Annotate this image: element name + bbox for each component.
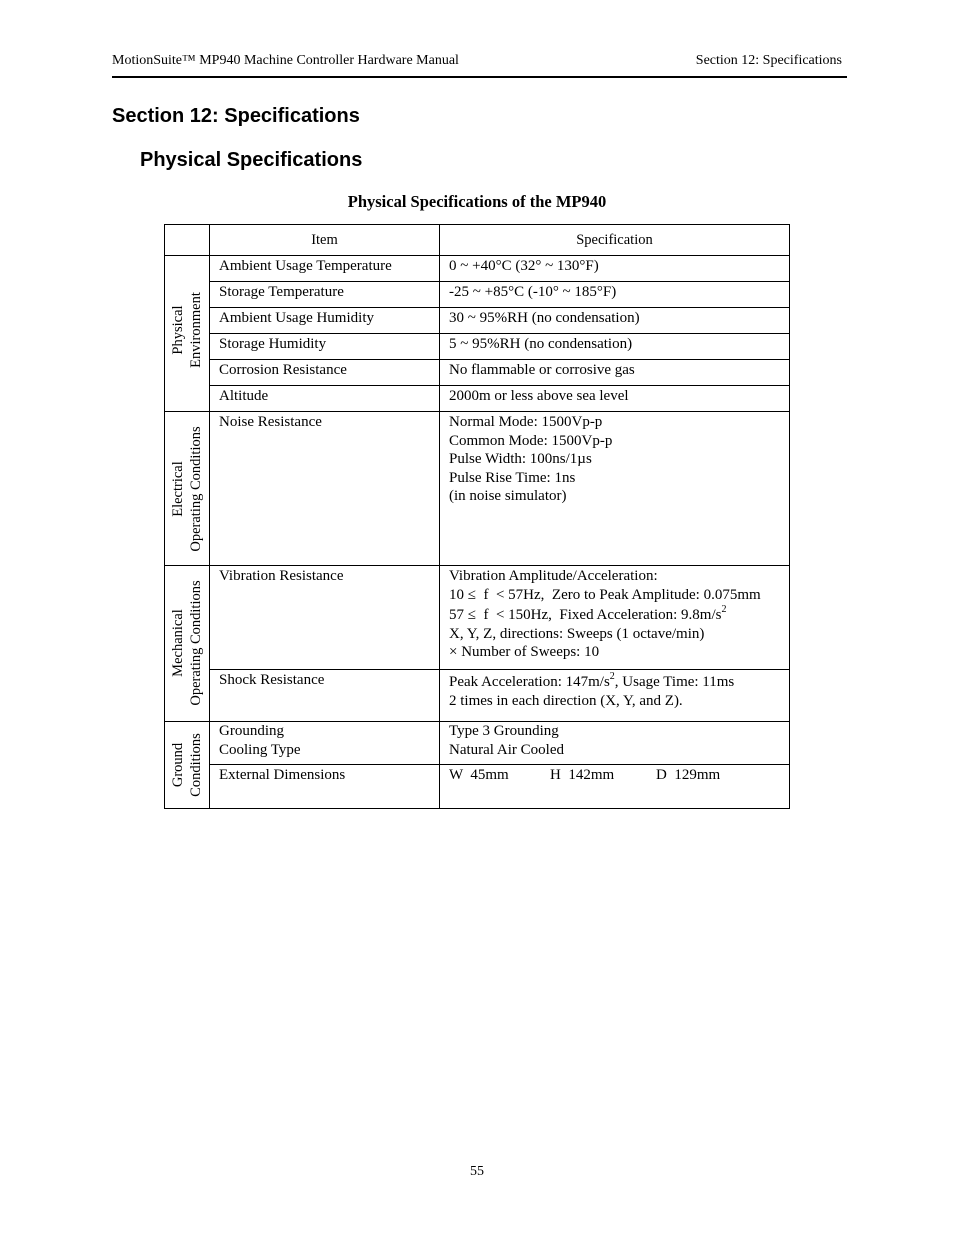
group-mechanical-operating-conditions: Mechanical Operating Conditions xyxy=(165,566,210,722)
table-row xyxy=(165,765,790,809)
section-title: Section 12: Specifications xyxy=(112,105,360,127)
header-specification: Specification xyxy=(440,225,790,256)
spec-corrosion-resistance: No flammable or corrosive gas xyxy=(440,360,790,386)
table-header-row xyxy=(165,225,790,256)
item-altitude: Altitude xyxy=(210,386,440,412)
item-grounding-cooling: Grounding Cooling Type xyxy=(210,722,440,765)
header-manual-title: MotionSuite™ MP940 Machine Controller Hardware Manual xyxy=(112,53,459,68)
header-section: Section 12: Specifications xyxy=(695,53,842,68)
spec-grounding-cooling: Type 3 Grounding Natural Air Cooled xyxy=(440,722,790,765)
item-storage-temperature: Storage Temperature xyxy=(210,282,440,308)
table-row xyxy=(165,256,790,282)
spec-ambient-humidity: 30 ~ 95%RH (no condensation) xyxy=(440,308,790,334)
table-row xyxy=(165,308,790,334)
item-shock-resistance: Shock Resistance xyxy=(210,670,440,722)
spec-altitude: 2000m or less above sea level xyxy=(440,386,790,412)
header-blank-cell xyxy=(165,225,210,256)
item-storage-humidity: Storage Humidity xyxy=(210,334,440,360)
item-external-dimensions: External Dimensions xyxy=(210,765,440,809)
group-electrical-operating-conditions: Electrical Operating Conditions xyxy=(165,412,210,566)
group-physical-environment: Physical Environment xyxy=(165,256,210,412)
table-row xyxy=(165,360,790,386)
table-row xyxy=(165,566,790,670)
spec-noise-resistance: Normal Mode: 1500Vp-p Common Mode: 1500Vp-p Pulse Width: 100ns/1µs Pulse Rise Time: 1ns (in noise simulator) xyxy=(440,412,790,566)
item-ambient-temperature: Ambient Usage Temperature xyxy=(210,256,440,282)
table-caption: Physical Specifications of the MP940 xyxy=(347,192,607,211)
group-ground-conditions: Ground Conditions xyxy=(165,722,210,809)
specifications-table xyxy=(164,224,790,809)
item-ambient-humidity: Ambient Usage Humidity xyxy=(210,308,440,334)
page-number: 55 xyxy=(470,1164,484,1179)
spec-ambient-temperature: 0 ~ +40°C (32° ~ 130°F) xyxy=(440,256,790,282)
table-row xyxy=(165,386,790,412)
item-corrosion-resistance: Corrosion Resistance xyxy=(210,360,440,386)
table-row xyxy=(165,334,790,360)
table-row xyxy=(165,282,790,308)
page-header xyxy=(112,52,847,78)
table-row xyxy=(165,670,790,722)
spec-storage-temperature: -25 ~ +85°C (-10° ~ 185°F) xyxy=(440,282,790,308)
spec-storage-humidity: 5 ~ 95%RH (no condensation) xyxy=(440,334,790,360)
spec-vibration-resistance: Vibration Amplitude/Acceleration: 10 ≤ f < 57Hz, Zero to Peak Amplitude: 0.075mm 57 ≤ f < 150Hz, Fixed Acceleration: $9.8m/s^2$ X, Y, Z, directions: Sweeps (1 octave/min) × Number of Sweeps: 10 xyxy=(440,566,790,670)
spec-external-dimensions: W 45mm H 142mm D 129mm xyxy=(440,765,790,809)
table-row xyxy=(165,412,790,566)
item-vibration-resistance: Vibration Resistance xyxy=(210,566,440,670)
item-noise-resistance: Noise Resistance xyxy=(210,412,440,566)
header-item: Item xyxy=(210,225,440,256)
subsection-title: Physical Specifications xyxy=(140,149,363,171)
spec-shock-resistance: Peak Acceleration: $147m/s^2$, Usage Time: 11ms 2 times in each direction (X, Y, and Z). xyxy=(440,670,790,722)
table-row xyxy=(165,722,790,765)
